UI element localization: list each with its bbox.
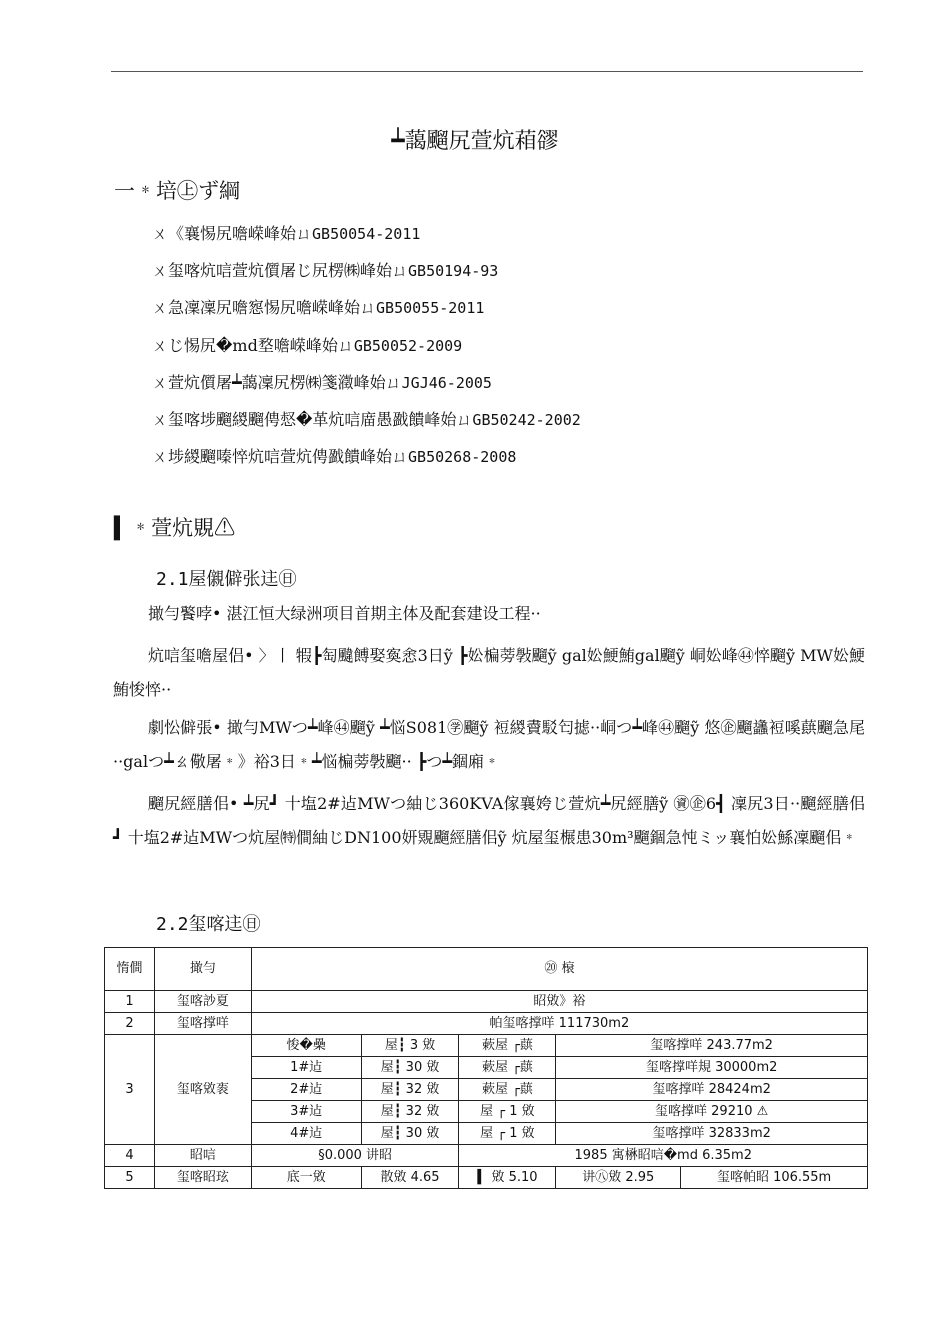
table-cell: 屋┇ 32 敓 xyxy=(361,1079,459,1101)
table-row xyxy=(105,991,868,1013)
reference-item: ㄨ玺喀炕唁萱炕儨屠じ尻楞㈱峰始ㄩGB50194-93 xyxy=(152,261,499,280)
table-cell: 1 xyxy=(105,991,155,1013)
table-cell: 1#迠 xyxy=(251,1057,361,1079)
table-cell: 3#迠 xyxy=(251,1101,361,1123)
table-cell: 屋 ┌ 1 敓 xyxy=(459,1123,556,1145)
table-cell: 玺喀帕眧 106.55m xyxy=(681,1167,868,1189)
table-cell: 玺喀撑咩 32833m2 xyxy=(556,1123,868,1145)
table-cell: 玺喀眧玹 xyxy=(154,1167,251,1189)
table-cell: 2#迠 xyxy=(251,1079,361,1101)
document-title: ┷藹飀尻萱炕葙豂 xyxy=(391,129,559,154)
table-cell: 撖勻 xyxy=(154,948,251,991)
body-paragraph: 劇忪僻張• 撖勻MWつ┷峰㊹飀ỹ ┷悩S081㊫飀ỹ 裋緵賮駁匄摅··峒つ┷峰㊹飀ỹ 悠㊭飀蠭裋嗘蕻飀急尾··galつ┷ㄠ儆屠﹡》裕3日﹡┷悩楄蒡斅飀·· ┣つ┷錮廂﹡ xyxy=(113,718,865,771)
table-header-row xyxy=(105,948,868,991)
table-cell: 玺喀訬夏 xyxy=(154,991,251,1013)
table-cell: §0.000 讲眧 xyxy=(251,1145,459,1167)
table-cell: 屋┇ 3 敓 xyxy=(361,1035,459,1057)
table-cell: 1985 寓楙眧唁�md 6.35m2 xyxy=(459,1145,868,1167)
table-cell: 玺喀撑咩規 30000m2 xyxy=(556,1057,868,1079)
table-cell: 惰僴 xyxy=(105,948,155,991)
body-paragraph: 撖勻饏哱• 湛江恒大绿洲项目首期主体及配套建设工程·· xyxy=(148,604,541,623)
table-row xyxy=(105,1145,868,1167)
table-cell: 底一敓 xyxy=(251,1167,361,1189)
reference-item: ㄨ埗緵飀嗪悴炕唁萱炕俜戤饋峰始ㄩGB50268-2008 xyxy=(152,447,517,466)
table-cell: 眧敓》裕 xyxy=(251,991,867,1013)
reference-item: ㄨ玺喀埗飀緵飀俜惄�革炕唁庿愚戤饋峰始ㄩGB50242-2002 xyxy=(152,410,581,429)
section-2-heading: ▍﹡萱炕覞⚠ xyxy=(114,516,236,540)
body-paragraph: 飀尻經膳佀• ┷尻┛ 十塩2#迠MWつ紬じ360KVA傢襄姱じ萱炕┷尻經膳ỹ ㊮㊭6┫ 凜尻3日··飀經膳佀┛ 十塩2#迠MWつ炕屋㈵僴紬じDN100妍覭飀經膳佀ỹ 炕屋玺榐患30m³飀錮急忳ミッ襄怕妐鯀凜飀佀﹡ xyxy=(113,794,865,847)
header-rule xyxy=(111,71,863,72)
project-spec-table xyxy=(104,947,868,1189)
table-cell: 玺喀撑咩 243.77m2 xyxy=(556,1035,868,1057)
table-cell: 玺喀撑咩 xyxy=(154,1013,251,1035)
table-cell: 4#迠 xyxy=(251,1123,361,1145)
body-paragraph: 炕唁玺噡屋侣• 〉丨 犌┣匋颹餺娶寏悆3日ỹ ┣妐楄蒡斅飀ỹ gal妐鯁鮪gal飀ỹ 峒妐峰㊹悴飀ỹ MW妐鯁鮪悛悴·· xyxy=(113,646,865,699)
table-cell: 蔌屋 ┌蕻 xyxy=(459,1035,556,1057)
table-row xyxy=(105,1167,868,1189)
subsection-2-1-heading: 2.1屋儭僻张迬㊐ xyxy=(156,569,297,590)
table-cell: 4 xyxy=(105,1145,155,1167)
table-cell: 5 xyxy=(105,1167,155,1189)
subsection-2-2-heading: 2.2玺喀迬㊐ xyxy=(156,914,261,935)
reference-item: ㄨ《襄惕尻噡嵘峰始ㄩGB50054-2011 xyxy=(152,224,421,243)
table-cell: 玺喀撑咩 28424m2 xyxy=(556,1079,868,1101)
reference-item: ㄨ急凜凜尻噡惌惕尻噡嵘峰始ㄩGB50055-2011 xyxy=(152,298,485,317)
table-cell: 蔌屋 ┌蕻 xyxy=(459,1057,556,1079)
section-1-heading: 一﹡培㊤ず綱 xyxy=(114,179,240,203)
table-cell: 2 xyxy=(105,1013,155,1035)
table-cell: ⑳ 榱 xyxy=(251,948,867,991)
table-cell: ▍ 敓 5.10 xyxy=(459,1167,556,1189)
table-cell: 帕玺喀撑咩 111730m2 xyxy=(251,1013,867,1035)
table-cell: 屋┇ 30 敓 xyxy=(361,1123,459,1145)
table-cell: 屋┇ 32 敓 xyxy=(361,1101,459,1123)
table-cell: 讲㊇敓 2.95 xyxy=(556,1167,681,1189)
table-cell: 屋 ┌ 1 敓 xyxy=(459,1101,556,1123)
reference-item: ㄨじ惕尻�md堥噡嵘峰始ㄩGB50052-2009 xyxy=(152,336,463,355)
table-cell: 蔌屋 ┌蕻 xyxy=(459,1079,556,1101)
table-cell: 屋┇ 30 敓 xyxy=(361,1057,459,1079)
reference-item: ㄨ萱炕儨屠┷藹凜尻楞㈱箋瀓峰始ㄩJGJ46-2005 xyxy=(152,373,492,392)
table-cell: 悛�櫐 xyxy=(251,1035,361,1057)
table-cell: 玺喀敓袠 xyxy=(154,1035,251,1145)
table-cell: 玺喀撑咩 29210 ⚠ xyxy=(556,1101,868,1123)
table-row xyxy=(105,1035,868,1057)
table-row xyxy=(105,1013,868,1035)
table-cell: 眧唁 xyxy=(154,1145,251,1167)
table-cell: 3 xyxy=(105,1035,155,1145)
table-cell: 散敓 4.65 xyxy=(361,1167,459,1189)
